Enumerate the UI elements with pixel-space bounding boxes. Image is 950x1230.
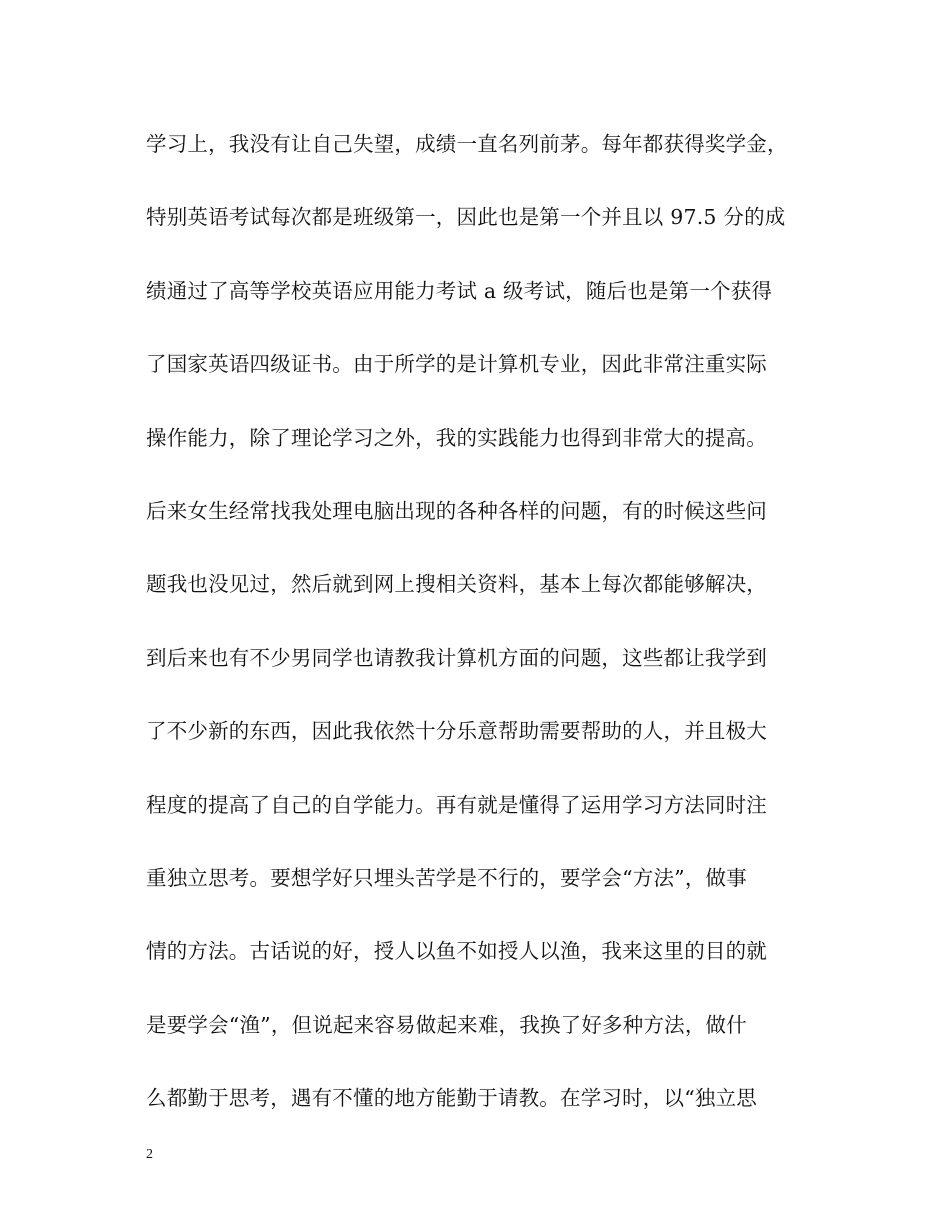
text-line: 了国家英语四级证书。由于所学的是计算机专业，因此非常注重实际 (146, 352, 767, 377)
body-text (146, 124, 826, 1151)
text-line: 题我也没见过，然后就到网上搜相关资料，基本上每次都能够解决， (146, 572, 767, 597)
text-line: 情的方法。古话说的好，授人以鱼不如授人以渔，我来这里的目的就 (146, 939, 767, 964)
page-number: 2 (146, 1147, 153, 1162)
text-line: 程度的提高了自己的自学能力。再有就是懂得了运用学习方法同时注 (146, 792, 767, 817)
text-line: 是要学会“渔”，但说起来容易做起来难，我换了好多种方法，做什 (146, 1012, 747, 1037)
text-line: 到后来也有不少男同学也请教我计算机方面的问题，这些都让我学到 (146, 645, 767, 670)
text-line: 绩通过了高等学校英语应用能力考试 a 级考试，随后也是第一个获得 (146, 278, 773, 303)
text-line: 操作能力，除了理论学习之外，我的实践能力也得到非常大的提高。 (146, 425, 767, 450)
text-line: 特别英语考试每次都是班级第一，因此也是第一个并且以 97.5 分的成 (146, 205, 786, 230)
text-line: 学习上，我没有让自己失望，成绩一直名列前茅。每年都获得奖学金， (146, 132, 788, 156)
text-line: 么都勤于思考，遇有不懂的地方能勤于请教。在学习时，以“独立思 (146, 1086, 757, 1111)
text-line: 后来女生经常找我处理电脑出现的各种各样的问题，有的时候这些问 (146, 498, 767, 523)
text-line: 了不少新的东西，因此我依然十分乐意帮助需要帮助的人，并且极大 (146, 719, 767, 744)
text-line: 重独立思考。要想学好只埋头苦学是不行的，要学会“方法”，做事 (146, 865, 747, 890)
